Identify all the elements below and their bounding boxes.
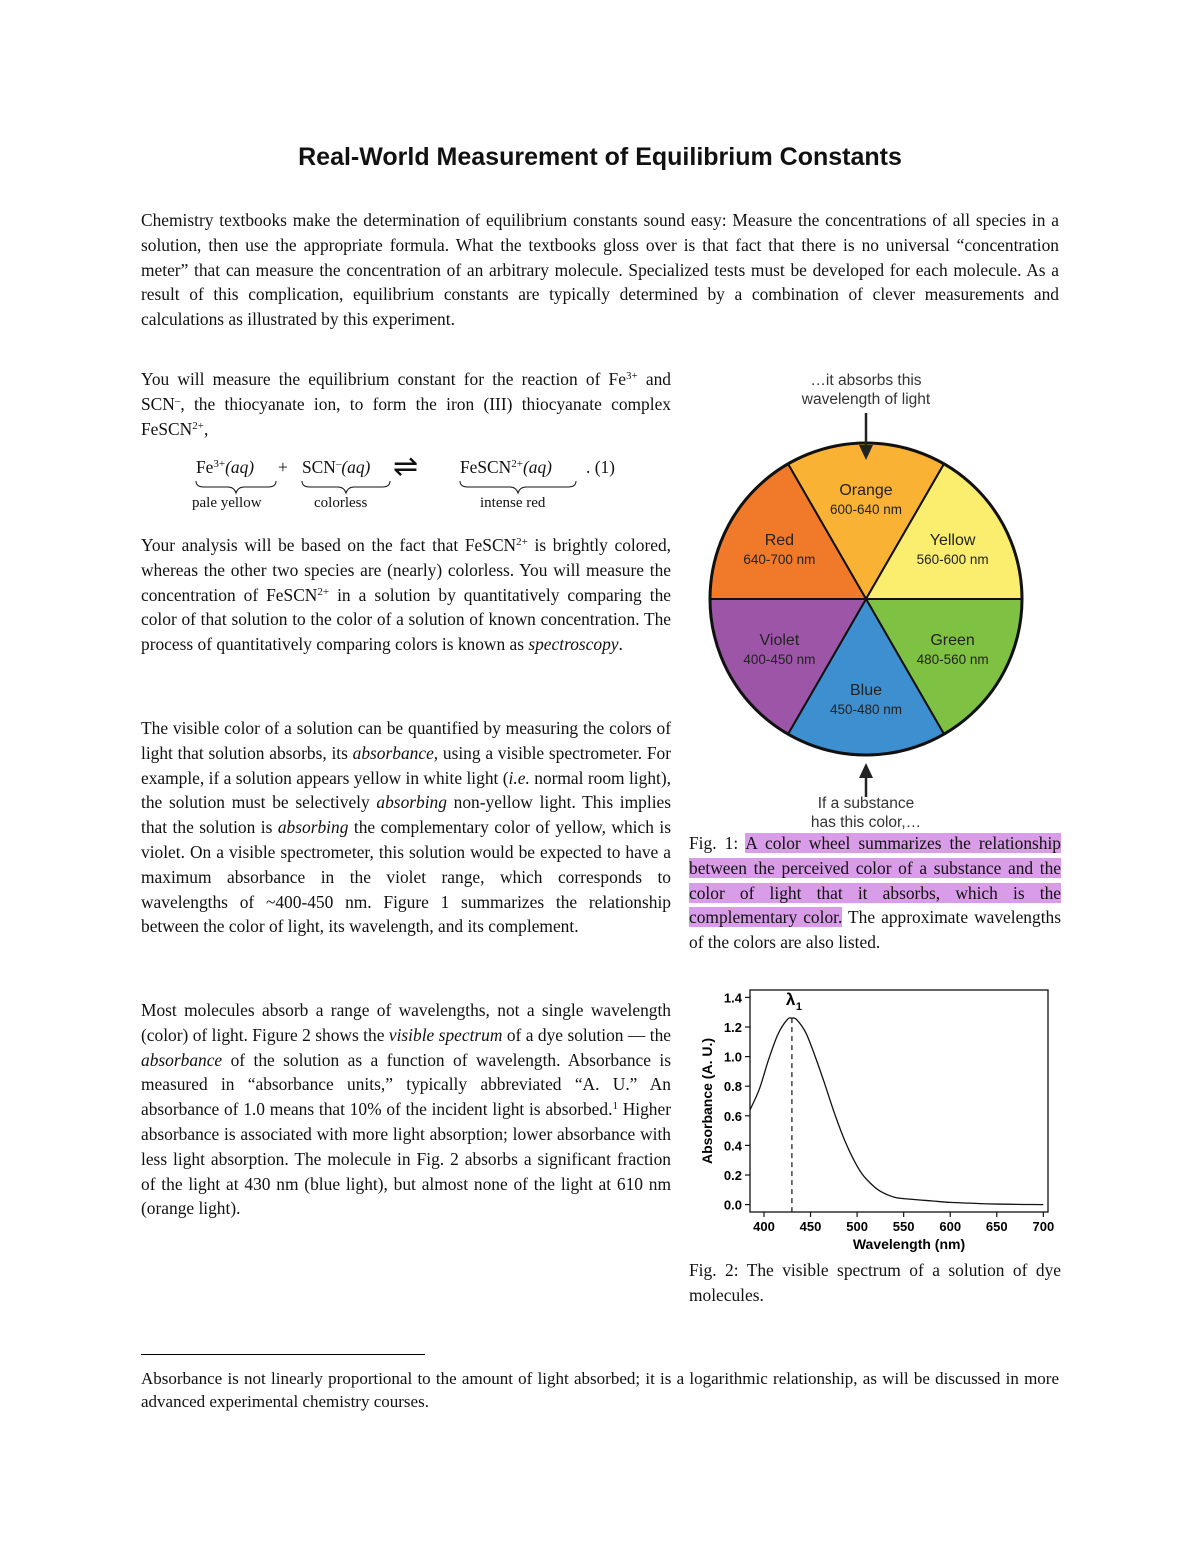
reaction-equation: [190, 450, 650, 525]
wheel-bottom-caption-2: has this color,…: [810, 814, 922, 831]
equilibrium-arrow: ⇌: [393, 450, 419, 483]
underbraces: [190, 455, 650, 525]
x-tick-label: 650: [985, 1219, 1008, 1234]
figure-1-caption: Fig. 1: A color wheel summarizes the relationship between the perceived color of a substance and the color of light that it absorbs, which is the complementary color. The approximate wavelengths of the colors are also listed.: [689, 833, 1061, 953]
wheel-label-violet: Violet: [759, 632, 800, 649]
label-intense-red: intense red: [480, 495, 546, 511]
wheel-label-green: Green: [930, 632, 975, 649]
caption-highlight: A color wheel summarizes the relationship between the perceived color of a substance and the color of light that it absorbs, which is the complementary color.: [689, 833, 1061, 928]
wheel-top-caption-1: …it absorbs this: [810, 372, 922, 389]
wheel-range-red: 640-700 nm: [743, 552, 816, 567]
y-tick-label: 0.0: [723, 1197, 742, 1213]
up-arrow-icon: [859, 763, 873, 797]
y-tick-label: 0.4: [723, 1138, 742, 1154]
color-wheel-figure: [700, 365, 1040, 835]
y-tick-label: 1.0: [723, 1049, 742, 1065]
y-tick-label: 0.6: [723, 1108, 742, 1124]
analysis-paragraph: Your analysis will be based on the fact that FeSCN$^{2+}$ is brightly colored, whereas the other two species are (nearly) colorless. You will measure the concentration of FeSCN$^{2+}$ in a solution by quantitatively comparing the color of that solution to the color of a solution of known concentration. The process of quantitatively comparing colors is known as spectroscopy.: [141, 535, 671, 655]
product-fescn: FeSCN$^{2+}$(aq): [460, 457, 552, 477]
reactant-scn: SCN–(aq): [302, 457, 371, 477]
equation-number: . (1): [586, 457, 615, 477]
spectrum-line: [750, 1018, 1043, 1205]
wheel-range-yellow: 560-600 nm: [916, 552, 989, 567]
wheel-label-blue: Blue: [849, 682, 883, 699]
intro-paragraph: Chemistry textbooks make the determination of equilibrium constants sound easy: Measure the concentrations of all species in a solution, then use the appropriate formula. What the textbooks gloss over is that fact that there is no universal “concentration meter” that can measure the concentration of an arbitrary molecule. Specialized tests must be developed for each molecule. As a result of this complication, equilibrium constants are typically determined by a combination of clever measurements and calculations as illustrated by this experiment.: [141, 210, 1059, 330]
wheel-label-red: Red: [764, 532, 795, 549]
plot-frame: [750, 990, 1048, 1212]
x-axis-label: Wavelength (nm): [852, 1236, 966, 1252]
wheel-top-caption-2: wavelength of light: [801, 391, 931, 408]
x-tick-label: 500: [846, 1219, 868, 1234]
figure-2-caption: Fig. 2: The visible spectrum of a solution of dye molecules.: [689, 1260, 1061, 1305]
y-tick-label: 0.8: [723, 1079, 742, 1095]
absorbance-spectrum-chart: [690, 980, 1060, 1255]
wheel-range-violet: 400-450 nm: [743, 652, 816, 667]
x-tick-label: 400: [753, 1219, 775, 1234]
wheel-range-orange: 600-640 nm: [829, 502, 903, 517]
plus-sign: +: [278, 457, 288, 477]
absorbance-paragraph: The visible color of a solution can be quantified by measuring the colors of light that solution absorbs, its absorbance, using a visible spectrometer. For example, if a solution appears yellow in white light (i.e. normal room light), the solution must be selectively absorbing non-yellow light. This implies that the solution is absorbing the complementary color of yellow, which is violet. On a visible spectrometer, this solution would be expected to have a maximum absorbance in the violet range, which corresponds to wavelengths of ~400-450 nm. Figure 1 summarizes the relationship between the color of light, its wavelength, and its complement.: [141, 718, 672, 937]
x-tick-label: 450: [799, 1219, 822, 1234]
wheel-range-blue: 450-480 nm: [829, 702, 903, 717]
reaction-paragraph: You will measure the equilibrium constant for the reaction of $Fe^{3+}$ and SCN–, the thiocyanate ion, to form the iron (III) thiocyanate complex FeSCN$^{2+}$,: [141, 369, 671, 439]
y-axis-label: Absorbance (A. U.): [699, 1037, 715, 1165]
spectrum-paragraph: Most molecules absorb a range of wavelengths, not a single wavelength (color) of light. Figure 2 shows the visible spectrum of a dye solution — the absorbance of the solution as a function of wavelength. Absorbance is measured in “absorbance units,” typically abbreviated “A. U.” An absorbance of 1.0 means that 10% of the incident light is absorbed.$^1$ Higher absorbance is associated with more light absorption; lower absorbance with less light absorption. The molecule in Fig. 2 absorbs a significant fraction of the light at 430 nm (blue light), but almost none of the light at 610 nm (orange light).: [141, 1000, 671, 1219]
footnote: Absorbance is not linearly proportional to the amount of light absorbed; it is a logarithmic relationship, as will be discussed in more advanced experimental chemistry courses.: [141, 1369, 1059, 1411]
page-title: Real-World Measurement of Equilibrium Constants: [298, 143, 902, 171]
peak-label-subscript: 1: [795, 1001, 803, 1013]
x-tick-label: 550: [892, 1219, 915, 1234]
x-tick-label: 600: [939, 1219, 962, 1234]
y-tick-label: 1.2: [723, 1020, 742, 1035]
color-wheel: [710, 443, 1022, 755]
wheel-range-green: 480-560 nm: [916, 652, 989, 667]
wheel-bottom-caption-1: If a substance: [817, 795, 915, 812]
y-tick-label: 1.4: [723, 990, 742, 1006]
label-pale-yellow: pale yellow: [192, 495, 262, 511]
footnote-divider: [141, 1354, 425, 1355]
peak-label: λ: [785, 990, 796, 1009]
reactant-fe: $Fe^{3+}(aq)$: [196, 457, 255, 477]
y-tick-label: 0.2: [723, 1168, 742, 1183]
x-tick-label: 700: [1032, 1219, 1055, 1234]
wheel-label-orange: Orange: [839, 482, 893, 499]
label-colorless: colorless: [314, 495, 368, 511]
wheel-label-yellow: Yellow: [929, 532, 976, 549]
